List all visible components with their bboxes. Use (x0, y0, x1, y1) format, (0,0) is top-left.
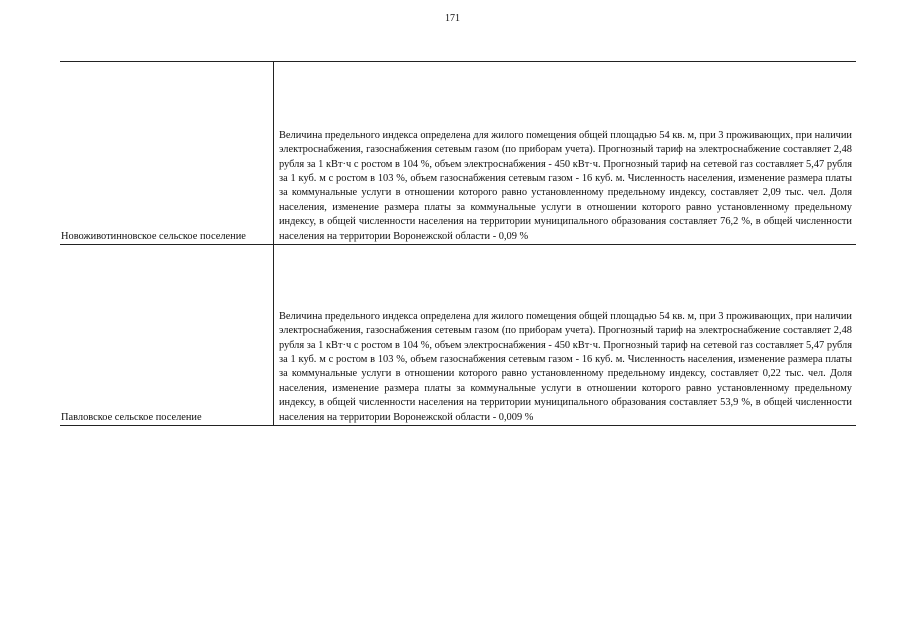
tariff-index-table (60, 61, 856, 426)
settlement-name: Павловское сельское поселение (61, 412, 202, 423)
table-row (60, 62, 856, 245)
settlement-name: Новоживотинновское сельское поселение (61, 231, 246, 242)
page-number: 171 (445, 13, 460, 24)
settlement-cell (60, 245, 274, 425)
settlement-description: Величина предельного индекса определена для жилого помещения общей площадью 54 кв. м, при 3 проживающих, при наличии электроснабжения, газоснабжения сетевым газом (по приборам учета). Прогнозный тариф на электроснабжение составляет 2,48 рубля за 1 кВт·ч с ростом в 104 %, объем электроснабжения - 450 кВт·ч. Прогнозный тариф на сетевой газ составляет 5,47 рубля за 1 куб. м с ростом в 103 %, объем газоснабжения сетевым газом - 16 куб. м. Численность населения, изменение размера платы за коммунальные услуги в отношении которого равно установленному предельному индексу, составляет 0,22 тыс. чел. Доля населения, изменение размера платы за коммунальные услуги в отношении которого равно установленному предельному индексу, в общей численности населения на территории муниципального образования составляет 53,9 %, в общей численности населения на территории Воронежской области - 0,009 % (279, 310, 852, 423)
description-cell (274, 245, 856, 425)
table-row (60, 245, 856, 426)
settlement-description: Величина предельного индекса определена для жилого помещения общей площадью 54 кв. м, при 3 проживающих, при наличии электроснабжения, газоснабжения сетевым газом (по приборам учета). Прогнозный тариф на электроснабжение составляет 2,48 рубля за 1 кВт·ч с ростом в 104 %, объем электроснабжения - 450 кВт·ч. Прогнозный тариф на сетевой газ составляет 5,47 рубля за 1 куб. м с ростом в 103 %, объем газоснабжения сетевым газом - 16 куб. м. Численность населения, изменение размера платы за коммунальные услуги в отношении которого равно установленному предельному индексу, составляет 2,09 тыс. чел. Доля населения, изменение размера платы за коммунальные услуги в отношении которого равно установленному предельному индексу, в общей численности населения на территории муниципального образования составляет 76,2 %, в общей численности населения на территории Воронежской области - 0,09 % (279, 129, 852, 242)
description-cell (274, 62, 856, 244)
settlement-cell (60, 62, 274, 244)
